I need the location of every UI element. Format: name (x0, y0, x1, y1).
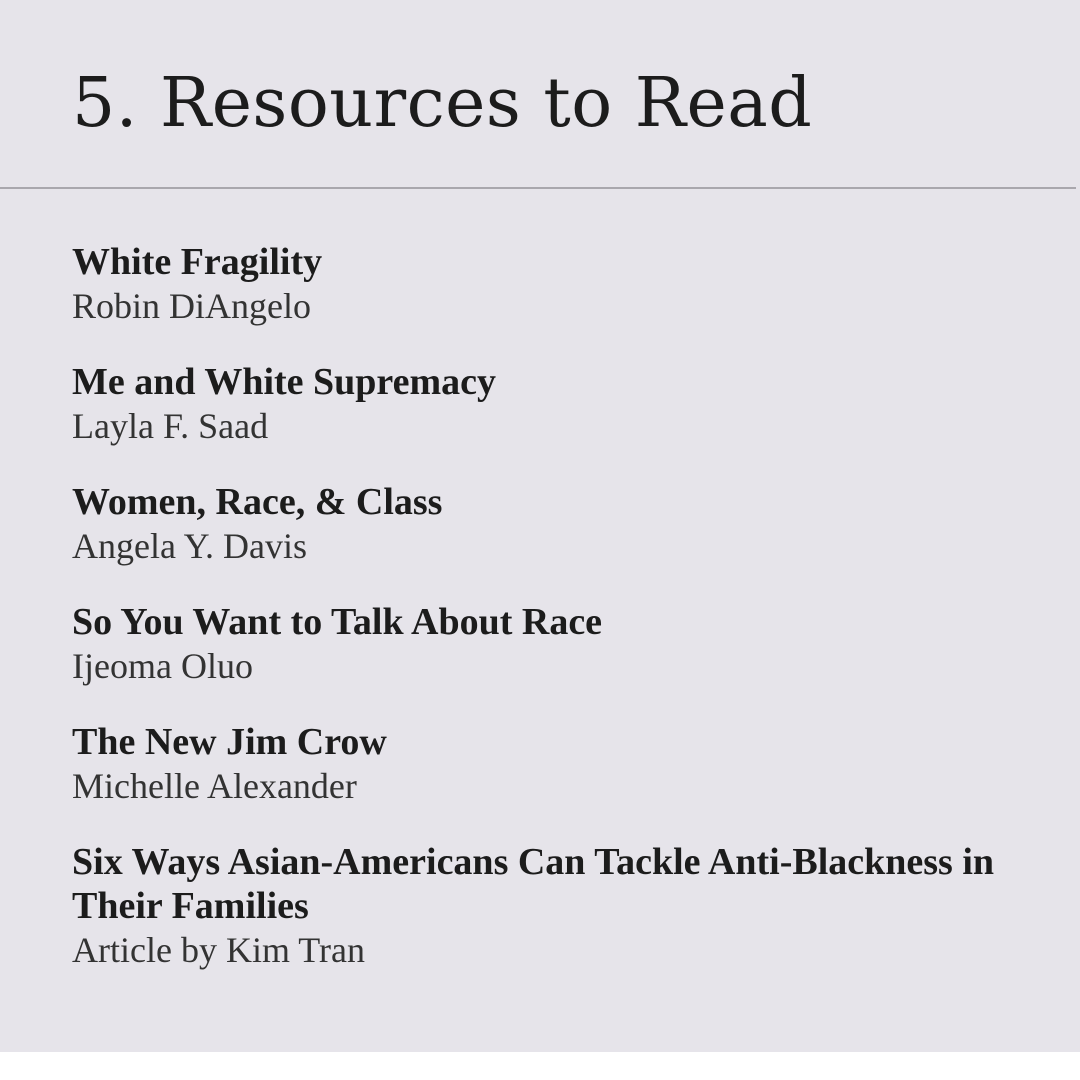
resource-item (72, 840, 1032, 972)
resource-title: So You Want to Talk About Race (72, 601, 603, 643)
resource-author: Layla F. Saad (72, 406, 269, 446)
resource-author: Angela Y. Davis (72, 526, 307, 566)
resource-item (72, 240, 1032, 328)
resource-title: Me and White Supremacy (72, 361, 496, 403)
page-title: 5. Resources to Read (72, 64, 813, 143)
resource-author: Robin DiAngelo (72, 286, 311, 326)
resource-title: Six Ways Asian-Americans Can Tackle Anti-Blackness in Their Families (72, 841, 995, 927)
resource-title: The New Jim Crow (72, 721, 387, 763)
resource-list (72, 240, 1032, 1004)
title-divider (0, 187, 1076, 189)
resource-item (72, 360, 1032, 448)
resource-item (72, 600, 1032, 688)
resource-title: White Fragility (72, 241, 323, 283)
resource-author: Michelle Alexander (72, 766, 357, 806)
resource-author: Ijeoma Oluo (72, 646, 253, 686)
resource-item (72, 480, 1032, 568)
resource-author: Article by Kim Tran (72, 930, 365, 970)
resource-item (72, 720, 1032, 808)
resource-title: Women, Race, & Class (72, 481, 443, 523)
